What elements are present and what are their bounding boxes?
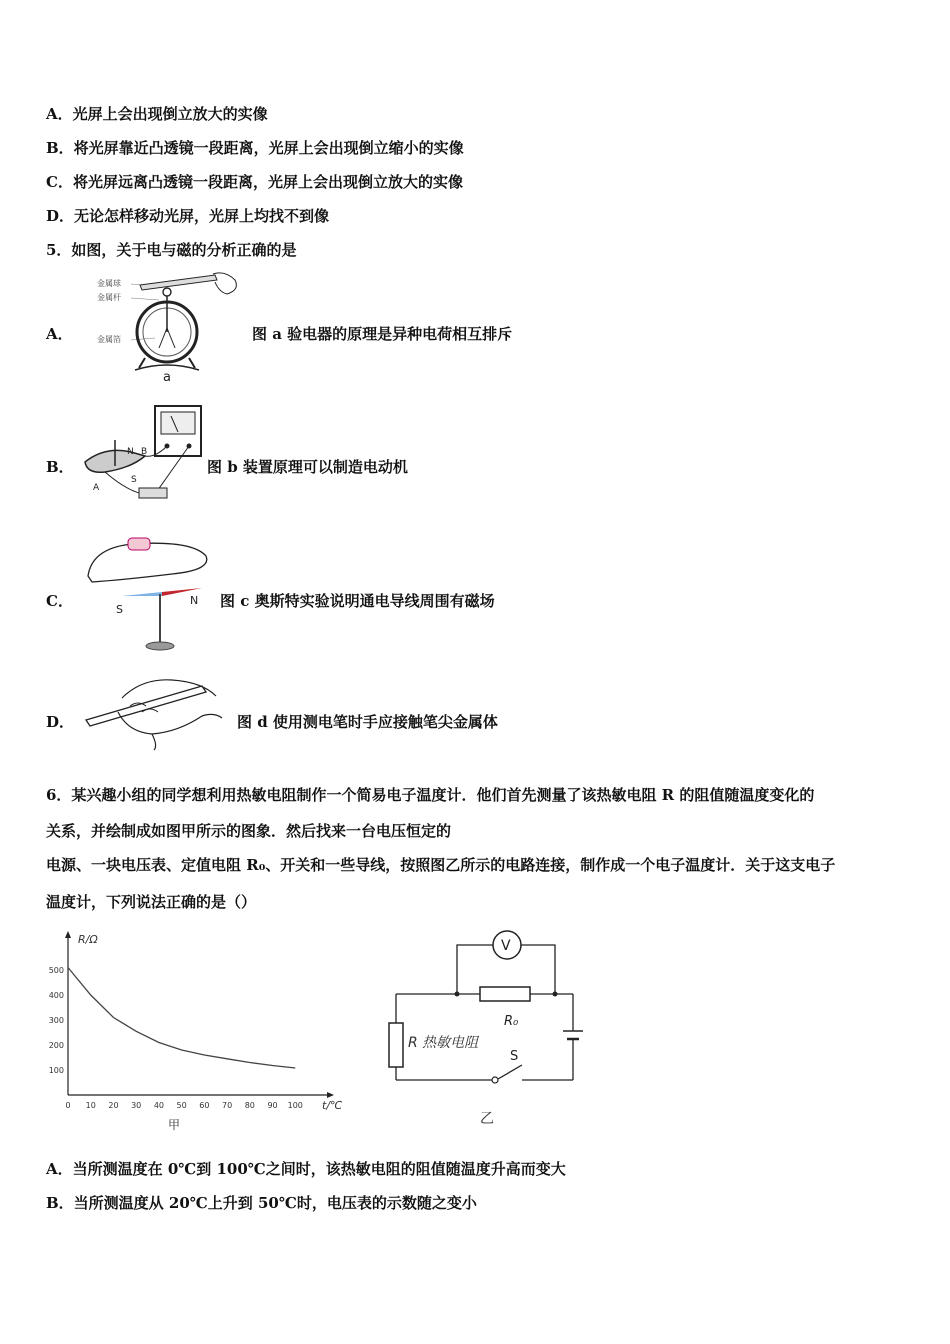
fig-c-label-n: N [190, 594, 199, 607]
y-axis-label: R/Ω [78, 933, 98, 946]
r0-label: R₀ [504, 1014, 519, 1029]
x-axis-arrow [327, 1092, 334, 1098]
thermistor-label: R 热敏电阻 [408, 1035, 479, 1051]
q6-stem-line-2: 关系，并绘制成如图甲所示的图象．然后找来一台电压恒定的 [46, 822, 452, 840]
q5-option-c-text: 图 c 奥斯特实验说明通电导线周围有磁场 [220, 592, 495, 610]
q5-option-c-letter: C． [46, 592, 73, 610]
x-tick-label: 30 [131, 1101, 142, 1110]
q4-option-a: A．光屏上会出现倒立放大的实像 [46, 105, 268, 123]
y-tick-label: 400 [48, 991, 64, 1000]
x-tick-label: 60 [199, 1101, 210, 1110]
x-axis-label: t/℃ [322, 1099, 343, 1112]
q4-option-d: D．无论怎样移动光屏，光屏上均找不到像 [46, 207, 330, 225]
q4-option-b: B．将光屏靠近凸透镜一段距离，光屏上会出现倒立缩小的实像 [46, 139, 464, 157]
fig-b-label-a: A [93, 483, 100, 493]
x-tick-label: 0 [65, 1101, 71, 1110]
resistance-curve [68, 968, 295, 1069]
q5-option-d-letter: D． [46, 713, 75, 731]
switch-blade [498, 1065, 522, 1079]
resistance-temperature-chart [40, 933, 343, 1135]
chart-caption: 甲 [168, 1118, 181, 1132]
thermistor [389, 1023, 403, 1067]
x-tick-label: 50 [176, 1101, 187, 1110]
y-axis-arrow [65, 931, 71, 938]
q4-option-c: C．将光屏远离凸透镜一段距离，光屏上会出现倒立放大的实像 [46, 173, 463, 191]
q5-option-b-text: 图 b 装置原理可以制造电动机 [207, 458, 408, 476]
fig-a-label-foil: 金属箔 [97, 335, 121, 344]
y-tick-label: 500 [48, 966, 64, 975]
test-pen-figure [82, 672, 227, 750]
oersted-figure [82, 534, 214, 656]
fig-a-caption: a [163, 370, 171, 385]
q5-option-a-letter: A． [46, 325, 73, 343]
y-tick-label: 100 [48, 1066, 64, 1075]
fig-b-label-n: N [127, 447, 134, 457]
circuit-caption: 乙 [480, 1111, 494, 1127]
q5-stem: 5．如图，关于电与磁的分析正确的是 [46, 241, 297, 259]
x-tick-label: 100 [287, 1101, 303, 1110]
fig-a-label-rod: 金属杆 [97, 293, 121, 302]
switch-label: S [510, 1049, 519, 1064]
circuit-diagram [380, 925, 600, 1135]
fig-b-label-b: B [141, 447, 148, 457]
q6-stem-line-3: 电源、一块电压表、定值电阻 R₀、开关和一些导线，按照图乙所示的电路连接，制作成一个电子温度计．关于这支电子 [46, 856, 836, 874]
x-tick-label: 10 [85, 1101, 96, 1110]
q5-option-a-text: 图 a 验电器的原理是异种电荷相互排斥 [252, 325, 513, 343]
y-tick-label: 200 [48, 1041, 64, 1050]
x-tick-label: 40 [153, 1101, 165, 1110]
q6-stem-line-1: 6．某兴趣小组的同学想利用热敏电阻制作一个简易电子温度计．他们首先测量了该热敏电阻 R 的阻值随温度变化的 [46, 786, 815, 804]
q6-stem-line-4: 温度计，下列说法正确的是（） [46, 893, 257, 911]
x-tick-label: 80 [244, 1101, 255, 1110]
x-tick-label: 90 [267, 1101, 278, 1110]
voltmeter-label: V [501, 938, 511, 954]
generator-figure [75, 402, 205, 510]
y-tick-label: 300 [48, 1016, 64, 1025]
r0-resistor [480, 987, 530, 1001]
q6-option-b: B．当所测温度从 20℃上升到 50℃时，电压表的示数随之变小 [46, 1194, 477, 1212]
fig-a-label-ball: 金属球 [97, 279, 121, 288]
x-tick-label: 20 [108, 1101, 119, 1110]
q6-option-a: A．当所测温度在 0℃到 100℃之间时，该热敏电阻的阻值随温度升高而变大 [46, 1160, 566, 1178]
q5-option-b-letter: B． [46, 458, 74, 476]
x-tick-label: 70 [221, 1101, 233, 1110]
fig-b-label-s: S [131, 475, 137, 485]
electroscope-figure [95, 270, 255, 385]
q5-option-d-text: 图 d 使用测电笔时手应接触笔尖金属体 [237, 713, 498, 731]
fig-c-label-s: S [116, 603, 123, 616]
